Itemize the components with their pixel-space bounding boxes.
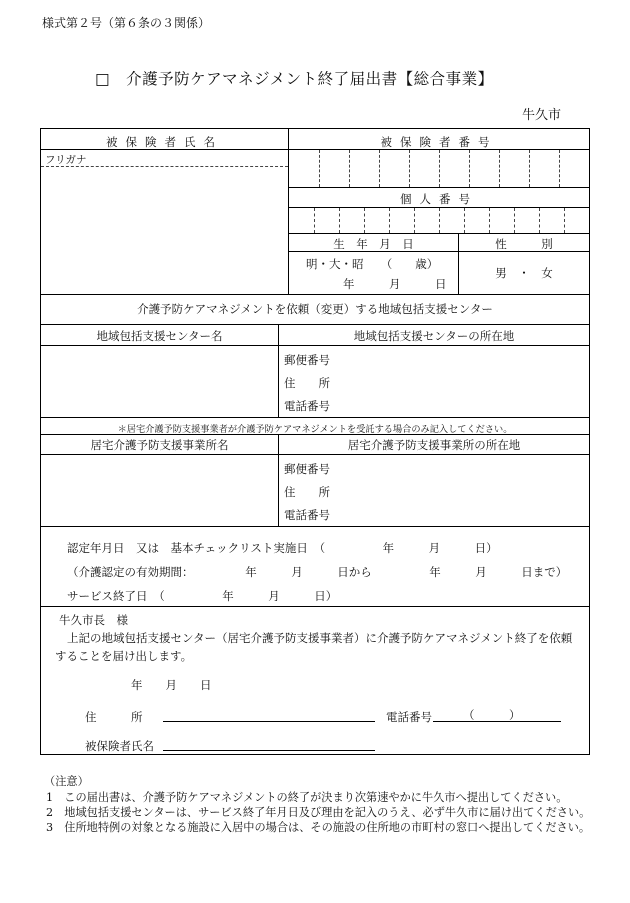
notes-header: （注意） (44, 775, 89, 788)
center-postal-label: 郵便番号 (284, 353, 330, 367)
document-title: □ 介護予防ケアマネジメント終了届出書【総合事業】 (95, 70, 494, 88)
insured-number-header: 被保険者番号 (380, 135, 498, 149)
center-name-header: 地域包括支援センター名 (96, 329, 223, 343)
applicant-address-line[interactable] (163, 721, 375, 722)
gender-header: 性 別 (495, 237, 553, 251)
section-divider (41, 294, 589, 295)
declaration-body-line2: することを届け出します。 (55, 649, 193, 663)
declaration-date[interactable]: 年 月 日 (131, 678, 212, 692)
col-divider (278, 434, 279, 526)
form-number: 様式第２号（第６条の３関係） (42, 16, 211, 30)
center-address-header: 地域包括支援センターの所在地 (353, 329, 515, 343)
center-phone-label: 電話番号 (284, 399, 330, 413)
city-name: 牛久市 (522, 108, 562, 123)
form-frame (40, 128, 590, 755)
provider-name-field[interactable] (43, 456, 276, 524)
applicant-phone-label: 電話番号 (386, 710, 432, 724)
row-divider (288, 233, 589, 234)
note-item: 3 住所地特例の対象となる施設に入居中の場合は、その施設の住所地の市町村の窓口へ提出してください。 (46, 821, 591, 834)
applicant-address-label: 住 所 (85, 710, 143, 724)
applicant-phone-line[interactable] (433, 721, 561, 722)
validity-period-line[interactable]: （介護認定の有効期間： 年 月 日から 年 月 日まで） (67, 565, 568, 579)
provider-note: ＊居宅介護予防支援事業者が介護予防ケアマネジメントを受託する場合のみ記入してください。 (117, 424, 513, 435)
row-divider (41, 345, 589, 346)
birth-date-line[interactable]: 年 月 日 (343, 277, 447, 291)
provider-phone-label: 電話番号 (284, 508, 330, 522)
insured-name-header: 被保険者氏名 (106, 135, 223, 149)
insured-signature-label: 被保険者氏名 (85, 739, 154, 753)
provider-address-header: 居宅介護予防支援事業所の所在地 (347, 438, 521, 452)
provider-address-label: 住 所 (284, 485, 330, 499)
row-divider (41, 324, 589, 325)
row-divider (288, 187, 589, 188)
section-divider (41, 606, 589, 607)
declaration-body-line1: 上記の地域包括支援センター（居宅介護予防支援事業者）に介護予防ケアマネジメント終了を依頼 (67, 631, 573, 645)
personal-number-header: 個人番号 (400, 192, 478, 206)
section-divider (41, 417, 589, 418)
note-item: 1 この届出書は、介護予防ケアマネジメントの終了が決まり次第速やかに牛久市へ提出してください。 (46, 791, 568, 804)
center-address-label: 住 所 (284, 376, 330, 390)
applicant-phone-parens[interactable]: （ ） (463, 708, 521, 722)
personal-number-boxes[interactable] (289, 208, 589, 233)
gender-options[interactable]: 男 ・ 女 (495, 266, 553, 280)
row-divider (41, 454, 589, 455)
insured-signature-line[interactable] (163, 750, 375, 751)
row-divider (41, 434, 589, 435)
provider-name-header: 居宅介護予防支援事業所名 (90, 438, 229, 452)
addressee: 牛久市長 様 (59, 613, 128, 627)
insured-name-field[interactable] (43, 169, 286, 292)
service-end-line[interactable]: サービス終了日 （ 年 月 日） (67, 589, 338, 603)
col-divider (278, 324, 279, 417)
cert-date-line[interactable]: 認定年月日 又は 基本チェックリスト実施日 （ 年 月 日） (67, 541, 498, 555)
note-item: 2 地域包括支援センターは、サービス終了年月日及び理由を記入のうえ、必ず牛久市に届け出てください。 (46, 806, 591, 819)
furigana-divider (41, 166, 288, 167)
provider-postal-label: 郵便番号 (284, 462, 330, 476)
birth-era-line[interactable]: 明・大・昭 （ 歳） (306, 257, 439, 271)
center-name-field[interactable] (43, 347, 276, 415)
section-divider (41, 526, 589, 527)
birth-date-header: 生 年 月 日 (333, 237, 414, 251)
row-divider (288, 251, 589, 252)
center-section-title: 介護予防ケアマネジメントを依頼（変更）する地域包括支援センター (137, 302, 493, 316)
furigana-label: フリガナ (45, 154, 87, 166)
insured-number-boxes[interactable] (289, 150, 589, 187)
